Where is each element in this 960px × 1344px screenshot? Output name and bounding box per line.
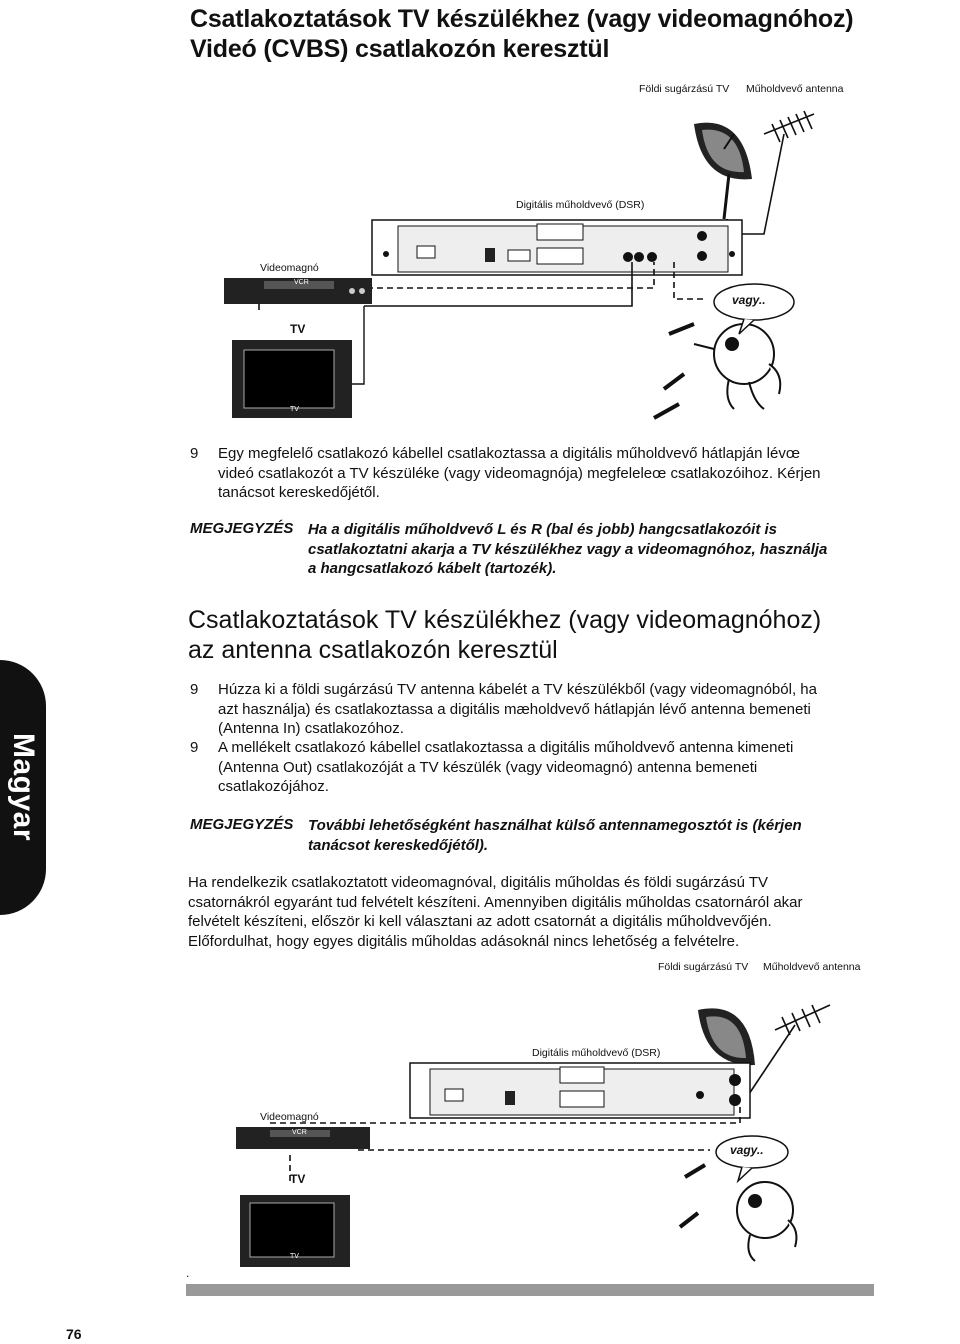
section2-title-line2: az antenna csatlakozón keresztül — [188, 636, 558, 664]
note2-label: MEGJEGYZÉS — [190, 816, 294, 833]
bullet: 9 — [190, 445, 199, 462]
para3 — [188, 873, 868, 951]
bubble-text: vagy.. — [732, 293, 766, 307]
bullet: 9 — [190, 681, 199, 698]
connection-diagram-antenna — [230, 955, 870, 1275]
label-sat-antenna: Műholdvevő antenna — [746, 83, 844, 95]
footer-bar — [186, 1284, 874, 1296]
label-tv: TV — [290, 322, 306, 336]
satellite-dish-icon — [694, 123, 752, 219]
diagram-graphic — [230, 955, 870, 1275]
list-item — [190, 680, 870, 738]
terrestrial-antenna-icon — [745, 1005, 830, 1100]
para1-line3: tanácsot kereskedőjétől. — [218, 484, 380, 501]
para1-line1: Egy megfelelő csatlakozó kábellel csatlakoztassa a digitális műholdvevő hátlapján lévœ — [218, 445, 800, 462]
label-vcr: Videomagnó — [260, 262, 319, 274]
connection-diagram-cvbs — [224, 74, 854, 424]
para3-line4: Előfordulhat, hogy egyes digitális műholdas adásoknál nincs lehetőség a felvételre. — [188, 932, 740, 950]
label-dsr: Digitális műholdvevő (DSR) — [516, 199, 645, 211]
note2-line1: További lehetőségként használhat külső antennamegosztót is (kérjen — [308, 817, 802, 834]
label-sat-antenna: Műholdvevő antenna — [763, 961, 861, 973]
note1-line2: csatlakoztatni akarja a TV készülékhez vagy a videomagnóhoz, használja — [308, 540, 828, 558]
section2-title — [188, 605, 821, 665]
list-item-line3: csatlakozójához. — [218, 778, 329, 795]
bubble-text: vagy.. — [730, 1143, 764, 1157]
para3-line2: csatornákról egyaránt tud felvételt készíteni. Amennyiben digitális műholdas csatornáról akar — [188, 893, 803, 911]
section1-title-line1: Csatlakoztatások TV készülékhez (vagy videomagnóhoz) — [190, 5, 854, 33]
list-item-line1: Húzza ki a földi sugárzású TV antenna kábelét a TV készülékből (vagy videomagnóból, ha — [218, 681, 817, 698]
note1-line3: a hangcsatlakozó kábelt (tartozék). — [308, 560, 557, 577]
para3-line1: Ha rendelkezik csatlakoztatott videomagnóval, digitális műholdas és földi sugárzású TV — [188, 874, 769, 891]
list2 — [190, 680, 870, 796]
label-tv: TV — [290, 1172, 306, 1186]
section2-title-line1: Csatlakoztatások TV készülékhez (vagy videomagnóhoz) — [188, 606, 822, 634]
mascot-icon — [694, 324, 780, 409]
footer-dot: . — [186, 1266, 190, 1280]
list-item-line2: (Antenna Out) csatlakozóját a TV készülék (vagy videomagnó) antenna bemeneti — [218, 758, 758, 776]
label-terrestrial: Földi sugárzású TV — [658, 961, 749, 973]
bullet: 9 — [190, 739, 199, 756]
vcr-badge: VCR — [294, 279, 309, 286]
section1-title — [190, 4, 853, 64]
list-item-line2: azt használja) és csatlakoztassa a digitális mæholdvevő hátlapján lévő antenna bemeneti — [218, 700, 811, 718]
note2 — [190, 816, 293, 834]
language-tab — [0, 660, 46, 915]
tv-badge: TV — [290, 406, 299, 413]
language-tab-label: Magyar — [7, 732, 40, 842]
receiver-back-panel — [410, 1063, 750, 1118]
diagram-graphic — [224, 74, 854, 424]
note1-label: MEGJEGYZÉS — [190, 520, 294, 537]
note1-line1: Ha a digitális műholdvevő L és R (bal és jobb) hangcsatlakozóit is — [308, 521, 777, 538]
para1-line2: videó csatlakozót a TV készüléke (vagy videomagnója) megfeleleœ csatlakozóihoz. Kérjen — [218, 464, 821, 482]
list-item-line3: (Antenna In) csatlakozóhoz. — [218, 720, 404, 737]
tv-badge: TV — [290, 1253, 299, 1260]
vcr-badge: VCR — [292, 1129, 307, 1136]
label-terrestrial: Földi sugárzású TV — [639, 83, 730, 95]
list-item-line1: A mellékelt csatlakozó kábellel csatlakoztassa a digitális műholdvevő antenna kimeneti — [218, 739, 794, 756]
para3-line3: felvételt készíteni, először ki kell választani az adott csatornát a digitális műholdvevőjén. — [188, 913, 772, 930]
label-vcr: Videomagnó — [260, 1111, 319, 1123]
receiver-back-panel — [372, 220, 742, 275]
note2-line2: tanácsot kereskedőjétől). — [308, 836, 489, 854]
section1-title-line2: Videó (CVBS) csatlakozón keresztül — [190, 35, 610, 63]
page-number: 76 — [66, 1326, 82, 1342]
list-item — [190, 738, 870, 796]
note2-text — [308, 816, 868, 855]
label-dsr: Digitális műholdvevő (DSR) — [532, 1047, 661, 1059]
note1 — [190, 520, 293, 538]
mascot-icon — [737, 1182, 796, 1261]
note1-text — [308, 520, 868, 579]
